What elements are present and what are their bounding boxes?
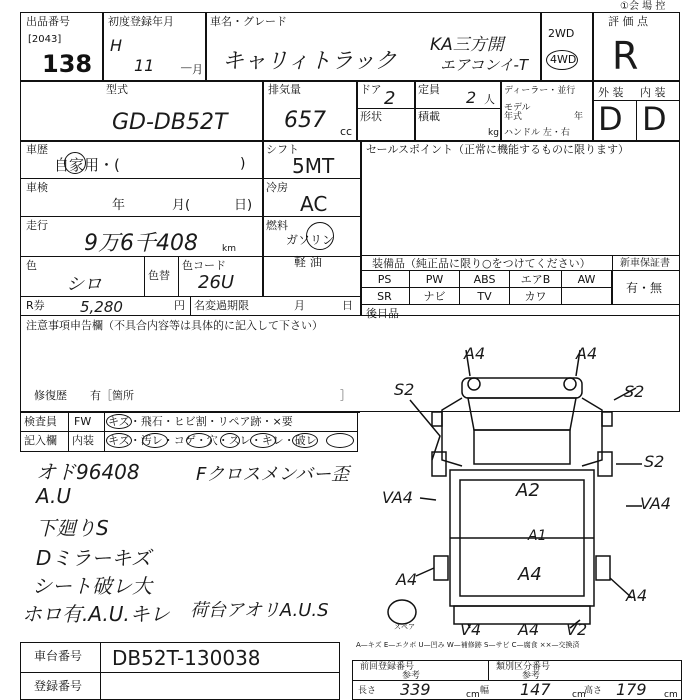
reg-year: 11: [134, 56, 155, 75]
chassis-number: DB52T-130038: [112, 646, 261, 670]
repair-label: 修復歴: [34, 389, 67, 402]
rule: [20, 80, 680, 82]
equipment-title: 装備品（純正品に限り○をつけてください）: [372, 257, 591, 270]
insp-month: 月(: [172, 198, 191, 213]
windshield: [468, 398, 576, 430]
tax-day: 日: [342, 299, 353, 312]
color: シロ: [66, 274, 102, 295]
r-amount: 5,280: [80, 298, 123, 316]
headlight-left: [468, 378, 480, 390]
spare-label: スペア: [394, 623, 415, 631]
mark-circle: [326, 433, 354, 448]
length-label: 長さ: [358, 686, 377, 696]
rule: [20, 140, 680, 142]
notes-title: 注意事項申告欄（不具合内容等は具体的に記入して下さい）: [26, 319, 323, 332]
rule: [356, 108, 500, 109]
interior-grade: D: [642, 100, 667, 138]
usage-close: ): [240, 156, 246, 172]
equipment-item: PS: [360, 271, 410, 288]
insp-year: 年: [112, 198, 126, 213]
grade: KA三方開: [430, 35, 504, 55]
after-items-label: 後日品: [366, 307, 399, 320]
repair-close: ］: [340, 389, 351, 402]
chassis-label: 車台番号: [34, 649, 83, 663]
load-label: 積載: [418, 110, 440, 123]
color-code-label: 色コード: [182, 259, 226, 272]
remark-right-2: 荷台アオリA.U.S: [190, 600, 329, 621]
capacity: 2: [466, 88, 477, 107]
tax-month: 月: [294, 299, 305, 312]
doors: 2: [384, 88, 396, 109]
yen-unit: 円: [174, 299, 185, 312]
right-door: [582, 398, 602, 466]
cab-roof: [474, 430, 570, 464]
damage-mark: A4: [464, 344, 486, 363]
insp-day: 日): [234, 198, 253, 213]
equipment-item: PW: [410, 271, 460, 288]
damage-mark: VA4: [640, 494, 671, 513]
rule: [592, 12, 594, 140]
rule: [144, 256, 145, 296]
repair-value: 有［箇所: [90, 389, 134, 402]
mileage: 9万6千408: [84, 231, 198, 256]
damage-mark: A4: [626, 586, 648, 605]
damage-mark: V2: [566, 620, 588, 639]
equipment-item: [562, 288, 612, 305]
rear-left-wheel: [434, 556, 448, 580]
damage-mark: S2: [624, 382, 645, 401]
width-value: 147: [520, 680, 551, 699]
damage-mark: V4: [460, 620, 482, 639]
remark-6: ホロ有.A.U.キレ: [22, 602, 170, 626]
damage-mark: S2: [394, 380, 415, 399]
warranty-value: 有・無: [626, 281, 663, 295]
reg-month-sep: －: [178, 61, 192, 77]
lot-number: 138: [42, 50, 93, 78]
rule: [414, 80, 416, 140]
damage-legend: A—キズ E—エクボ U—凹み W—補修跡 S—サビ C—腐食 ××—交換済: [356, 641, 580, 649]
interior-head: 内装: [72, 434, 94, 447]
rule: [636, 100, 637, 140]
remark-1: オド96408: [36, 460, 140, 484]
aircon: エアコンイ-T: [440, 56, 529, 74]
reg-month-suffix: 月: [192, 63, 203, 76]
fuel-circle: [306, 222, 334, 250]
rule: [20, 178, 360, 179]
drive-2wd: 2WD: [548, 27, 575, 40]
equipment-grid: [360, 271, 612, 305]
right-mirror: [602, 412, 612, 426]
prev-reg-label: 前回登録番号: [360, 662, 415, 672]
mark-circle: [220, 433, 240, 448]
headlight-right: [564, 378, 576, 390]
color-label: 色: [26, 259, 37, 272]
person-unit: 人: [484, 93, 495, 106]
damage-mark: VA4: [382, 488, 413, 507]
rule: [488, 660, 489, 680]
width-unit: cm: [572, 690, 586, 700]
remark-4: Dミラーキズ: [36, 546, 152, 570]
leader: [420, 498, 436, 500]
warranty-label: 新車保証書: [620, 258, 670, 269]
remark-3: 下廻りS: [36, 516, 109, 540]
color-code: 26U: [198, 272, 235, 293]
model: GD-DB52T: [112, 110, 228, 135]
height-unit: cm: [664, 690, 678, 700]
equipment-item: カワ: [510, 288, 562, 305]
rule: [102, 12, 104, 80]
rule: [205, 12, 207, 80]
rule: [178, 256, 179, 296]
interior-label: 内 装: [640, 86, 666, 99]
car-name: キャリィトラック: [222, 49, 397, 74]
leader: [416, 568, 434, 576]
ref-label: 参考: [402, 671, 421, 681]
interior-items: キズ・汚レ・コゲ・穴・スレ・キレ・破レ: [108, 434, 317, 447]
rule: [262, 140, 264, 297]
reg-label: 登録番号: [34, 679, 83, 693]
model-label: 型式: [106, 83, 128, 96]
damage-mark: A4: [576, 344, 598, 363]
tax-label: 名変過期限: [194, 299, 249, 312]
damage-mark: A2: [516, 480, 540, 501]
length-unit: cm: [466, 690, 480, 700]
mark-circle: [106, 433, 132, 448]
cc-unit: cc: [340, 125, 353, 138]
rule: [262, 80, 264, 140]
remark-5: シート破レ大: [32, 574, 152, 598]
rating: R: [612, 34, 639, 78]
equipment-item: AW: [562, 271, 612, 288]
mileage-label: 走行: [26, 219, 48, 232]
inspector-label: 検査員: [24, 415, 57, 428]
rule: [20, 431, 358, 432]
venue: ①会 場 控: [620, 1, 666, 12]
dealer-label: ディーラー・並行: [504, 86, 576, 96]
kg-unit: kg: [488, 128, 499, 138]
rule: [356, 80, 358, 140]
mark-circle: [250, 433, 276, 448]
mark-circle: [142, 433, 168, 448]
damage-mark: A4: [518, 620, 540, 639]
displacement: 657: [284, 108, 326, 133]
left-mirror: [432, 412, 442, 426]
usage-circle: [64, 152, 86, 174]
displacement-label: 排気量: [268, 83, 301, 96]
first-reg-label: 初度登録年月: [108, 15, 174, 28]
inspection-label: 車検: [26, 181, 48, 194]
rule: [20, 216, 360, 217]
exterior-label: 外 装: [598, 86, 624, 99]
record-label: 記入欄: [24, 434, 57, 447]
lot-code: [2043]: [28, 34, 62, 45]
r-label: R券: [26, 299, 45, 312]
exterior-grade: D: [598, 100, 623, 138]
equipment-item: ABS: [460, 271, 510, 288]
front-right-wheel: [598, 452, 612, 476]
fw-items: キズ・飛石・ヒビ割・リペア跡・×要: [108, 415, 293, 428]
rule: [612, 255, 613, 304]
rule: [68, 412, 69, 452]
damage-mark: A1: [528, 528, 547, 544]
ac: AC: [300, 192, 328, 216]
spare-tire: [388, 600, 416, 624]
mark-circle: [292, 433, 318, 448]
damage-mark: A4: [396, 570, 418, 589]
fuel-label: 燃料: [266, 219, 288, 232]
ac-label: 冷房: [266, 181, 288, 194]
color-swap-label: 色替: [148, 269, 170, 282]
equipment-item: エアB: [510, 271, 562, 288]
rating-label: 評 価 点: [608, 15, 648, 28]
shape-label: 形状: [360, 110, 382, 123]
damage-mark: S2: [644, 452, 665, 471]
era: H: [110, 36, 123, 55]
equipment-item: ナビ: [410, 288, 460, 305]
fuel-diesel: 軽 油: [294, 255, 322, 269]
rear-right-wheel: [596, 556, 610, 580]
rule: [190, 296, 191, 315]
rule: [500, 80, 502, 140]
usage: 自家用・(: [54, 156, 120, 174]
doors-label: ドア: [360, 83, 382, 96]
length-value: 339: [400, 680, 431, 699]
width-label: 幅: [480, 686, 490, 696]
car-grade-label: 車名・グレード: [210, 15, 287, 28]
model-year-label: モデル年式: [504, 103, 531, 122]
rule: [360, 255, 680, 256]
height-value: 179: [616, 680, 647, 699]
shift-label: シフト: [266, 143, 299, 156]
fw-head: FW: [74, 415, 92, 428]
rule: [104, 412, 105, 452]
sales-point-label: セールスポイント（正常に機能するものに限ります）: [366, 143, 630, 156]
km-unit: km: [222, 244, 236, 254]
equipment-item: SR: [360, 288, 410, 305]
year-unit: 年: [574, 112, 584, 122]
leader: [410, 400, 440, 460]
fuel-gas: ガソリン: [286, 233, 335, 247]
remark-2: A.U: [36, 484, 72, 508]
ref-label-2: 参考: [522, 671, 541, 681]
rule: [100, 642, 101, 700]
lot-label: 出品番号: [26, 15, 70, 28]
rule: [540, 12, 542, 80]
capacity-label: 定員: [418, 83, 440, 96]
remark-right-1: Fクロスメンバー歪: [196, 464, 350, 485]
height-label: 高さ: [584, 686, 603, 696]
shift: 5MT: [292, 154, 335, 178]
cert-label: 類別区分番号: [496, 662, 551, 672]
damage-mark: A4: [518, 564, 542, 585]
equipment-item: TV: [460, 288, 510, 305]
mark-circle: [186, 433, 212, 448]
left-door: [442, 398, 462, 466]
drive-4wd: 4WD: [550, 53, 577, 66]
usage-label: 車歴: [26, 143, 48, 156]
mark-circle: [106, 414, 132, 429]
rule: [20, 672, 340, 673]
handle-label: ハンドル 左・右: [504, 128, 570, 138]
